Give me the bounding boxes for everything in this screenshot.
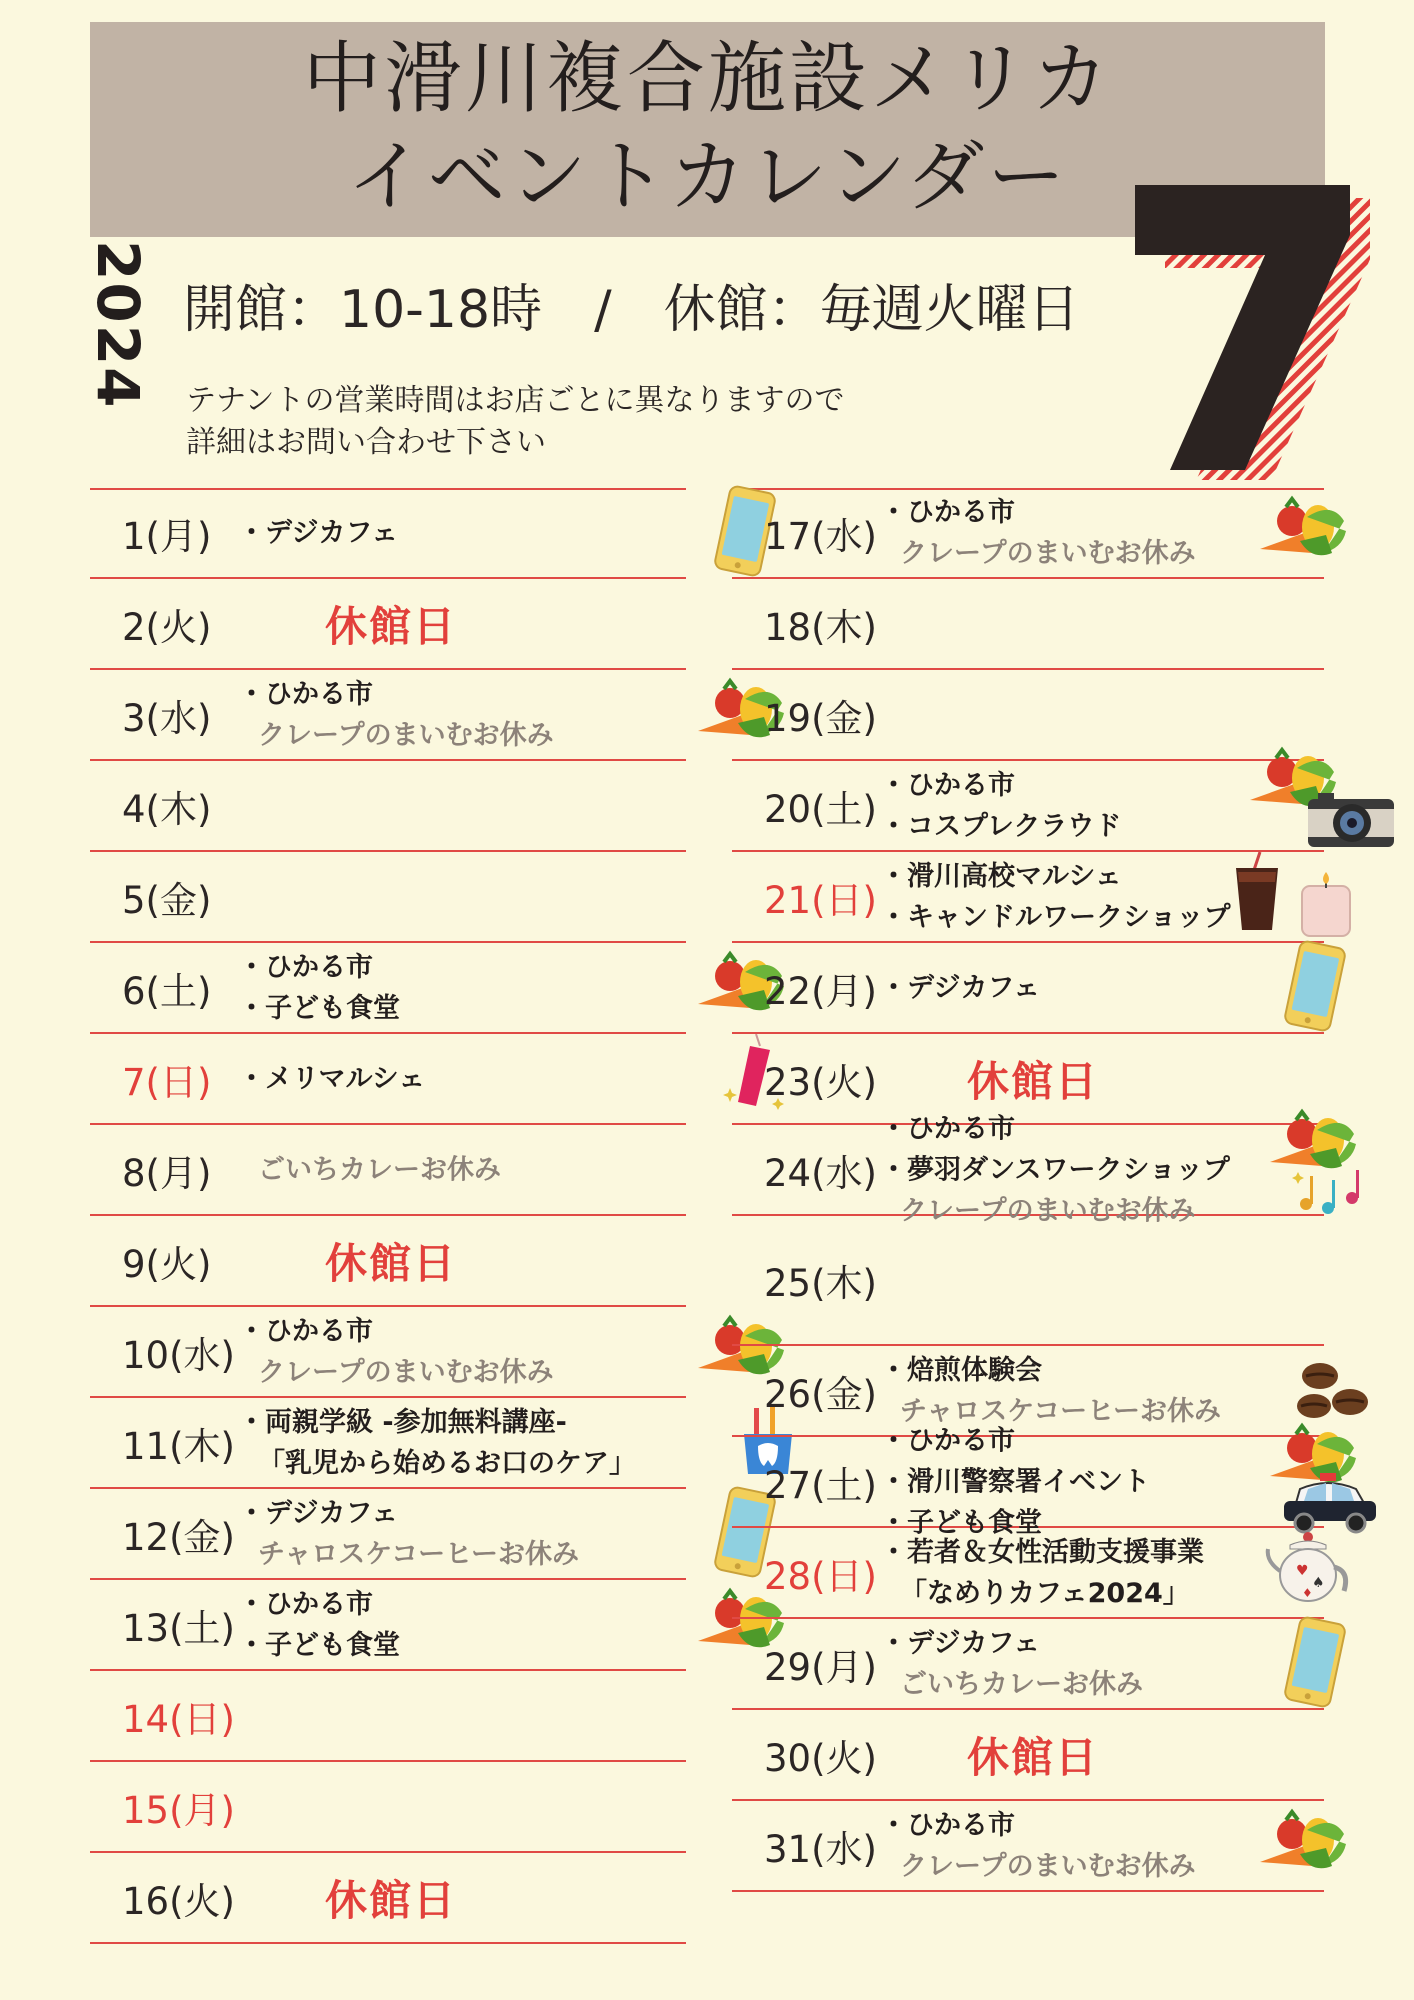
day-date: 10(水): [122, 1333, 235, 1377]
event-item: ・メリマルシェ: [238, 1063, 426, 1094]
day-date: 21(日): [764, 878, 877, 922]
event-item: 「乳児から始めるお口のケア」: [258, 1447, 636, 1479]
event-item: ・ひかる市: [880, 1425, 1015, 1456]
svg-text:♥: ♥: [1296, 1562, 1309, 1579]
day-date: 9(火): [122, 1242, 212, 1286]
event-item: ごいちカレーお休み: [258, 1154, 501, 1185]
day-date: 23(火): [764, 1060, 877, 1104]
day-row: [732, 1619, 1324, 1710]
event-item: ・キャンドルワークショップ: [880, 901, 1231, 933]
event-item: 「なめりカフェ2024」: [900, 1577, 1190, 1609]
event-item: ・若者＆女性活動支援事業: [880, 1536, 1204, 1568]
event-item: ・ひかる市: [238, 1588, 373, 1620]
day-row: [90, 1216, 686, 1307]
event-item: ・ひかる市: [880, 769, 1015, 801]
day-date: 28(日): [764, 1554, 877, 1598]
day-events: [880, 1623, 1143, 1705]
day-events: [238, 1149, 501, 1190]
day-date: 27(土): [764, 1463, 877, 1507]
teapot-icon: [1262, 1531, 1352, 1615]
day-date: 30(火): [764, 1736, 877, 1780]
day-row: [90, 1853, 686, 1944]
day-events: [880, 1532, 1204, 1614]
event-item: クレープのまいむお休み: [900, 1850, 1196, 1882]
event-item: ・ひかる市: [880, 496, 1015, 528]
event-item: クレープのまいむお休み: [900, 537, 1196, 569]
day-row: [732, 1113, 1324, 1226]
day-events: [880, 765, 1121, 847]
day-row: [732, 943, 1324, 1034]
day-row: [90, 761, 686, 852]
day-date: 31(水): [764, 1827, 877, 1871]
day-date: 13(土): [122, 1606, 235, 1650]
day-date: 5(金): [122, 878, 212, 922]
day-row: [90, 1580, 686, 1671]
day-events: [880, 1420, 1150, 1543]
tenant-note: [186, 380, 845, 464]
day-events: [238, 1058, 425, 1099]
day-row: [732, 579, 1324, 670]
event-item: ・両親学級 -参加無料講座-: [238, 1406, 567, 1438]
day-date: 29(月): [764, 1645, 877, 1689]
day-date: 18(木): [764, 605, 877, 649]
day-row: [732, 1710, 1324, 1801]
event-item: クレープのまいむお休み: [900, 1195, 1196, 1226]
event-item: ・夢羽ダンスワークショップ: [880, 1154, 1230, 1185]
day-date: 16(火): [122, 1879, 235, 1923]
day-row: [90, 1398, 686, 1489]
event-item: ・子ども食堂: [238, 1629, 400, 1661]
day-events: [238, 1584, 400, 1666]
event-item: ・ひかる市: [238, 951, 373, 983]
day-row: [732, 1528, 1324, 1619]
page-subtitle: イベントカレンダー: [346, 132, 1069, 222]
day-events: [880, 967, 1040, 1008]
candle-icon: [1296, 872, 1356, 942]
day-events: [238, 674, 554, 756]
vegetables-icon: [1252, 491, 1352, 575]
closed-label: 休館日: [325, 601, 458, 651]
day-row: [732, 761, 1324, 852]
event-item: チャロスケコーヒーお休み: [900, 1395, 1222, 1427]
event-item: ・デジカフェ: [880, 972, 1041, 1003]
day-date: 2(火): [122, 605, 212, 649]
day-row: [90, 579, 686, 670]
event-item: チャロスケコーヒーお休み: [258, 1538, 580, 1570]
month-numeral: [1130, 180, 1370, 480]
day-row: [90, 1125, 686, 1216]
day-date: 25(木): [764, 1262, 877, 1305]
day-events: [880, 1108, 1230, 1231]
phone-icon: [1280, 940, 1350, 1036]
day-row: [90, 943, 686, 1034]
tenant-note-line1: テナントの営業時間はお店ごとに異なりますので: [186, 383, 845, 418]
day-row: [732, 1425, 1324, 1538]
event-item: ・デジカフェ: [238, 1497, 399, 1529]
day-date: 19(金): [764, 696, 877, 740]
day-row: [732, 670, 1324, 761]
day-row: [732, 1801, 1324, 1892]
day-date: 3(水): [122, 696, 212, 740]
vegetables-icon: [1252, 1804, 1352, 1888]
day-row: [90, 1762, 686, 1853]
page-title: 中滑川複合施設メリカ: [302, 34, 1113, 124]
phone-icon: [1280, 1616, 1350, 1712]
event-item: ・デジカフェ: [238, 517, 399, 548]
day-row: [90, 1307, 686, 1398]
day-date: 15(月): [122, 1788, 235, 1832]
day-date: 4(木): [122, 787, 212, 831]
event-item: ・ひかる市: [238, 678, 373, 710]
event-item: ・焙煎体験会: [880, 1354, 1042, 1386]
cola-icon: [1230, 850, 1284, 936]
camera-icon: [1306, 787, 1396, 853]
event-item: ・ひかる市: [880, 1809, 1015, 1841]
event-item: ごいちカレーお休み: [900, 1668, 1143, 1700]
event-item: ・子ども食堂: [880, 1507, 1042, 1538]
day-events: [238, 1311, 554, 1393]
event-item: ・子ども食堂: [238, 992, 400, 1024]
day-row: [732, 1216, 1324, 1346]
closed-label: 休館日: [325, 1875, 458, 1925]
event-item: クレープのまいむお休み: [258, 1356, 554, 1388]
day-events: [238, 512, 398, 553]
event-item: ・コスプレクラウド: [880, 810, 1122, 842]
day-events: [880, 492, 1196, 574]
day-row: [732, 852, 1324, 943]
day-row: [90, 1034, 686, 1125]
event-item: ・滑川警察署イベント: [880, 1466, 1150, 1497]
day-date: 7(日): [122, 1060, 212, 1104]
day-row: [90, 488, 686, 579]
day-date: 17(水): [764, 514, 877, 558]
svg-text:♦: ♦: [1302, 1585, 1313, 1600]
event-item: ・デジカフェ: [880, 1627, 1041, 1659]
day-events: [238, 1402, 636, 1484]
day-date: 26(金): [764, 1372, 877, 1416]
day-date: 11(木): [122, 1424, 235, 1468]
day-date: 14(日): [122, 1697, 235, 1741]
event-item: ・ひかる市: [238, 1315, 373, 1347]
day-row: [90, 1671, 686, 1762]
event-item: ・滑川高校マルシェ: [880, 860, 1122, 892]
year-label: 2024: [84, 240, 152, 410]
event-item: クレープのまいむお休み: [258, 719, 554, 751]
day-date: 12(金): [122, 1515, 235, 1559]
day-events: [238, 1493, 579, 1575]
day-events: [880, 856, 1230, 938]
day-row: [90, 852, 686, 943]
day-row: [90, 1489, 686, 1580]
day-date: 24(水): [764, 1151, 877, 1195]
opening-hours: 開館：10-18時 / 休館：毎週火曜日: [183, 280, 1080, 340]
tenant-note-line2: 詳細はお問い合わせ下さい: [186, 425, 546, 460]
closed-label: 休館日: [325, 1238, 458, 1288]
closed-label: 休館日: [967, 1732, 1100, 1782]
day-date: 22(月): [764, 969, 877, 1013]
day-row: [90, 670, 686, 761]
event-item: ・ひかる市: [880, 1113, 1015, 1144]
day-date: 8(月): [122, 1151, 212, 1195]
day-events: [238, 947, 400, 1029]
day-date: 6(土): [122, 969, 212, 1013]
music-notes-icon: [1292, 1162, 1372, 1222]
closed-label: 休館日: [967, 1056, 1100, 1106]
day-row: [732, 488, 1324, 579]
day-date: 20(土): [764, 787, 877, 831]
svg-text:♠: ♠: [1312, 1574, 1325, 1591]
coffee-beans-icon: [1292, 1354, 1372, 1428]
day-events: [880, 1805, 1196, 1887]
day-date: 1(月): [122, 514, 212, 558]
